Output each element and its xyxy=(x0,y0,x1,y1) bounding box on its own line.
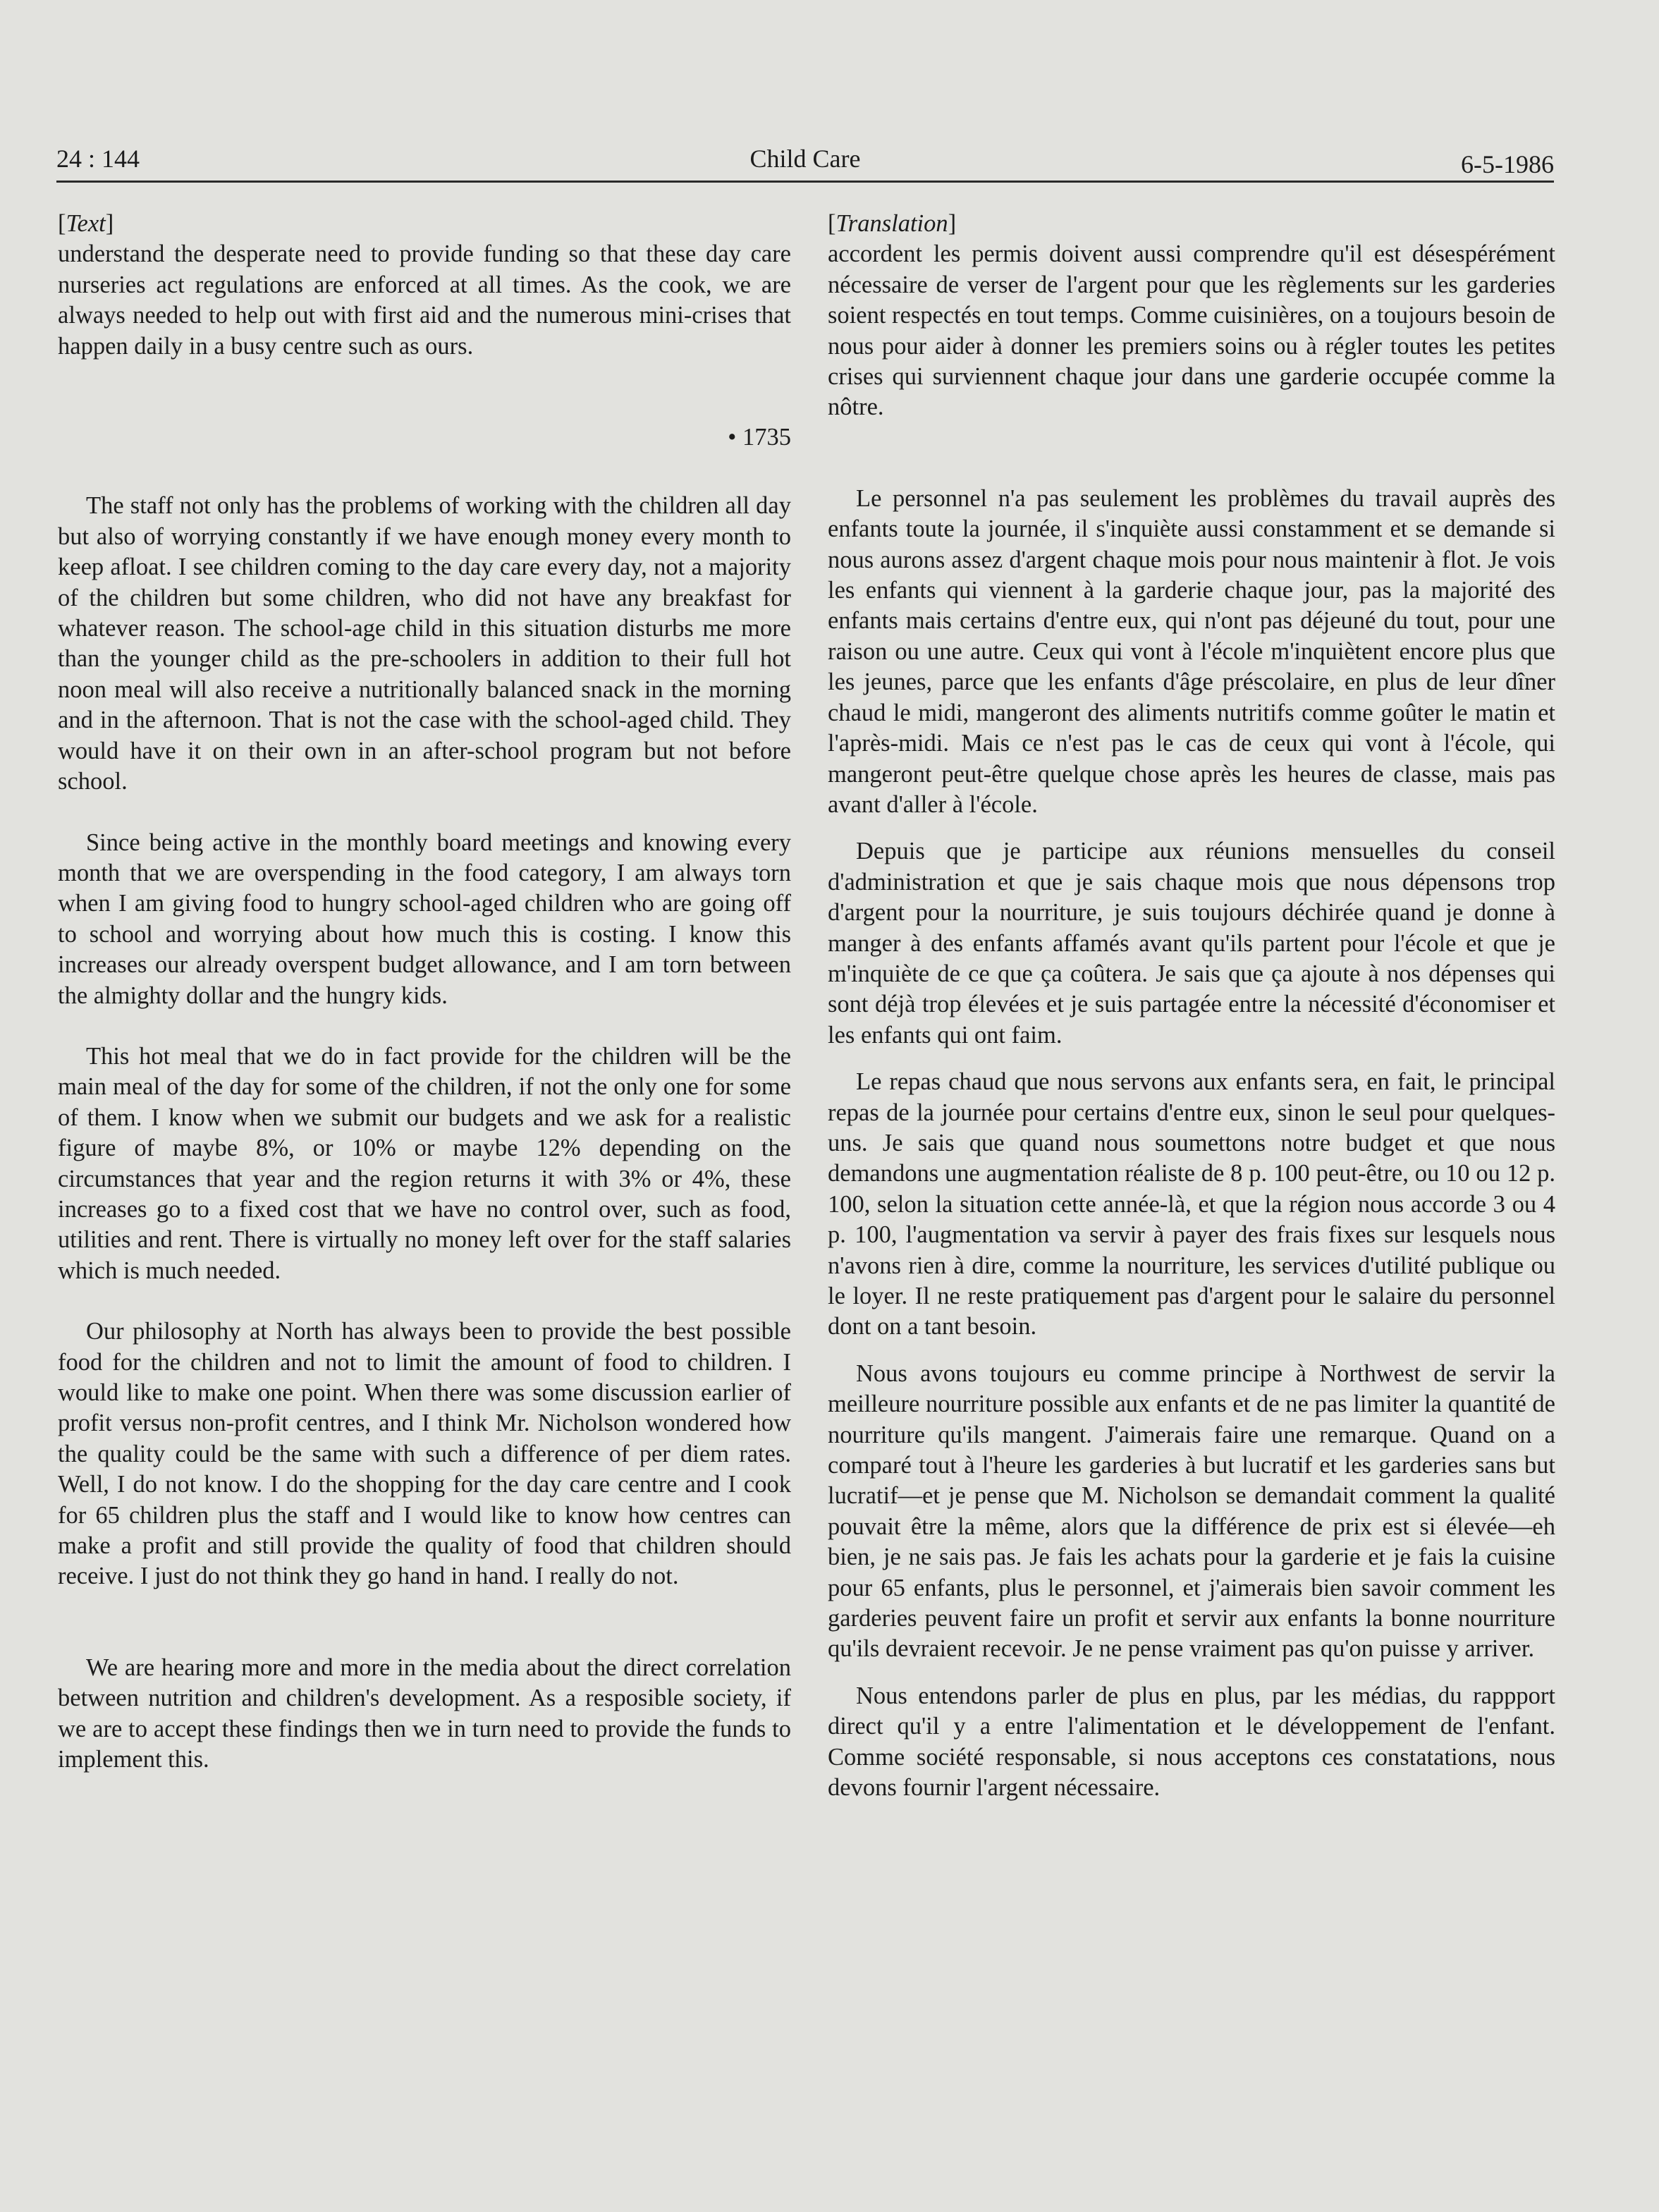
paragraph: Since being active in the monthly board meetings and knowing every month that we are overspending in the food category, I am always torn when I am giving food to hungry school-aged children who are going off to school and worrying about how much this is costing. I know this increases our already overspent budget allowance, and I am torn between the almighty dollar and the hungry kids. xyxy=(58,829,791,1009)
french-column xyxy=(828,209,1555,1804)
column-label: [Text] xyxy=(58,210,114,237)
paragraph: Nous entendons parler de plus en plus, par les médias, du rappport direct qu'il y a entre l'alimentation et le développement de l'enfant. Comme société responsable, si nous acceptons ces constatations, nous devons fournir l'argent nécessaire. xyxy=(828,1682,1555,1802)
paragraph: Le repas chaud que nous servons aux enfants sera, en fait, le principal repas de la journée pour certains d'entre eux, sinon le seul pour quelques-uns. Je sais que quand nous soumettons notre budget et que nous demandons une augmentation réaliste de 8 p. 100 peut-être, ou 10 ou 12 p. 100, selon la situation cette année-là, et que la région nous accorde 3 ou 4 p. 100, l'augmentation va servir à payer des frais fixes sur lesquels nous n'avons rien à dire, comme la nourriture, les services d'utilité publique ou le loyer. Il ne reste pratiquement pas d'argent pour le salaire du personnel dont on a tant besoin. xyxy=(828,1068,1555,1340)
column-label-text: Text xyxy=(66,210,106,237)
paragraph: Depuis que je participe aux réunions mensuelles du conseil d'administration et que je sais chaque mois que nous dépensons trop d'argent pour la nourriture, je suis toujours déchirée quand je donne à manger à des enfants affamés avant qu'ils partent pour l'école et que je m'inquiète de ce que ça coûtera. Je sais que ça ajoute à nos dépenses qui sont déjà trop élevées et je suis partagée entre la nécessité d'économiser et les enfants qui ont faim. xyxy=(828,838,1555,1049)
paragraph: understand the desperate need to provide funding so that these day care nurseries act regulations are enforced at all times. As the cook, we are always needed to help out with first aid and the numerous mini-crises that happen daily in a busy centre such as ours. xyxy=(58,240,791,360)
paragraph: Le personnel n'a pas seulement les problèmes du travail auprès des enfants toute la journée, il s'inquiète aussi constamment et se demande si nous aurons assez d'argent chaque mois pour nous maintenir à flot. Je vois les enfants qui viennent à la garderie chaque jour, pas la majorité des enfants mais certains d'entre eux, qui n'ont pas déjeuné du tout, pour une raison ou une autre. Ceux qui vont à l'école m'inquiètent encore plus que les jeunes, parce que les enfants d'âge préscolaire, en plus de leur dîner chaud le midi, mangeront des aliments nutritifs comme goûter le matin et l'après-midi. Mais ce n'est pas le cas de ceux qui vont à l'école, qui mangeront peut-être quelque chose après les heures de classe, mais pas avant d'aller à l'école. xyxy=(828,484,1555,818)
page-title: Child Care xyxy=(749,145,861,173)
page-header xyxy=(56,138,1554,183)
paragraph: Nous avons toujours eu comme principe à Northwest de servir la meilleure nourriture possible aux enfants et de ne pas limiter la quantité de nourriture qu'ils mangent. J'aimerais faire une remarque. Quand on a comparé tout à l'heure les garderies à but lucratif et les garderies sans but lucratif—et je pense que M. Nicholson se demandait comment la qualité pouvait être la même, alors que la différence de prix est si élevée—eh bien, je ne sais pas. Je fais les achats pour la garderie et je fais la cuisine pour 65 enfants, plus le personnel, et j'aimerais bien savoir comment les garderies peuvent faire un profit et servir aux enfants la bonne nourriture qu'ils devraient recevoir. Je ne pense vraiment pas qu'on puisse y arriver. xyxy=(828,1359,1555,1663)
paragraph: We are hearing more and more in the media about the direct correlation between nutrition and children's development. As a resposible society, if we are to accept these findings then we in turn need to provide the funds to implement this. xyxy=(58,1654,791,1773)
english-column xyxy=(58,209,791,1775)
column-label: [Translation] xyxy=(828,210,957,237)
column-label-text: Translation xyxy=(835,210,948,237)
page-date: 6-5-1986 xyxy=(1461,150,1554,178)
paragraph: The staff not only has the problems of working with the children all day but also of worrying constantly if we have enough money every month to keep afloat. I see children coming to the day care every day, not a majority of the children but some children, who did not have any breakfast for whatever reason. The school-age child in this situation disturbs me more than the younger child as the pre-schoolers in addition to their full hot noon meal will also receive a nutritionally balanced snack in the morning and in the afternoon. That is not the case with the school-aged child. They would have it on their own in an after-school program but not before school. xyxy=(58,492,791,795)
time-marker: • 1735 xyxy=(728,424,791,451)
paragraph: accordent les permis doivent aussi comprendre qu'il est désespérément nécessaire de verser de l'argent pour que les règlements sur les garderies soient respectés en tout temps. Comme cuisinières, on a toujours besoin de nous pour aider à donner les premiers soins ou à régler toutes les petites crises qui surviennent chaque jour dans une garderie occupée comme la nôtre. xyxy=(828,240,1555,421)
paragraph: Our philosophy at North has always been to provide the best possible food for the children and not to limit the amount of food to children. I would like to make one point. When there was some discussion earlier of profit versus non-profit centres, and I think Mr. Nicholson wondered how the quality could be the same with such a difference of per diem rates. Well, I do not know. I do the shopping for the day care centre and I cook for 65 children plus the staff and I would like to know how centres can make a profit and still provide the quality of food that children should receive. I just do not think they go hand in hand. I really do not. xyxy=(58,1318,791,1590)
page-number: 24 : 144 xyxy=(56,145,140,173)
paragraph: This hot meal that we do in fact provide for the children will be the main meal of the day for some of the children, if not the only one for some of them. I know when we submit our budgets and we ask for a realistic figure of maybe 8%, or 10% or maybe 12% depending on the circumstances that year and the region returns it with 3% or 4%, these increases go to a fixed cost that we have no control over, such as food, utilities and rent. There is virtually no money left over for the staff salaries which is much needed. xyxy=(58,1042,791,1284)
